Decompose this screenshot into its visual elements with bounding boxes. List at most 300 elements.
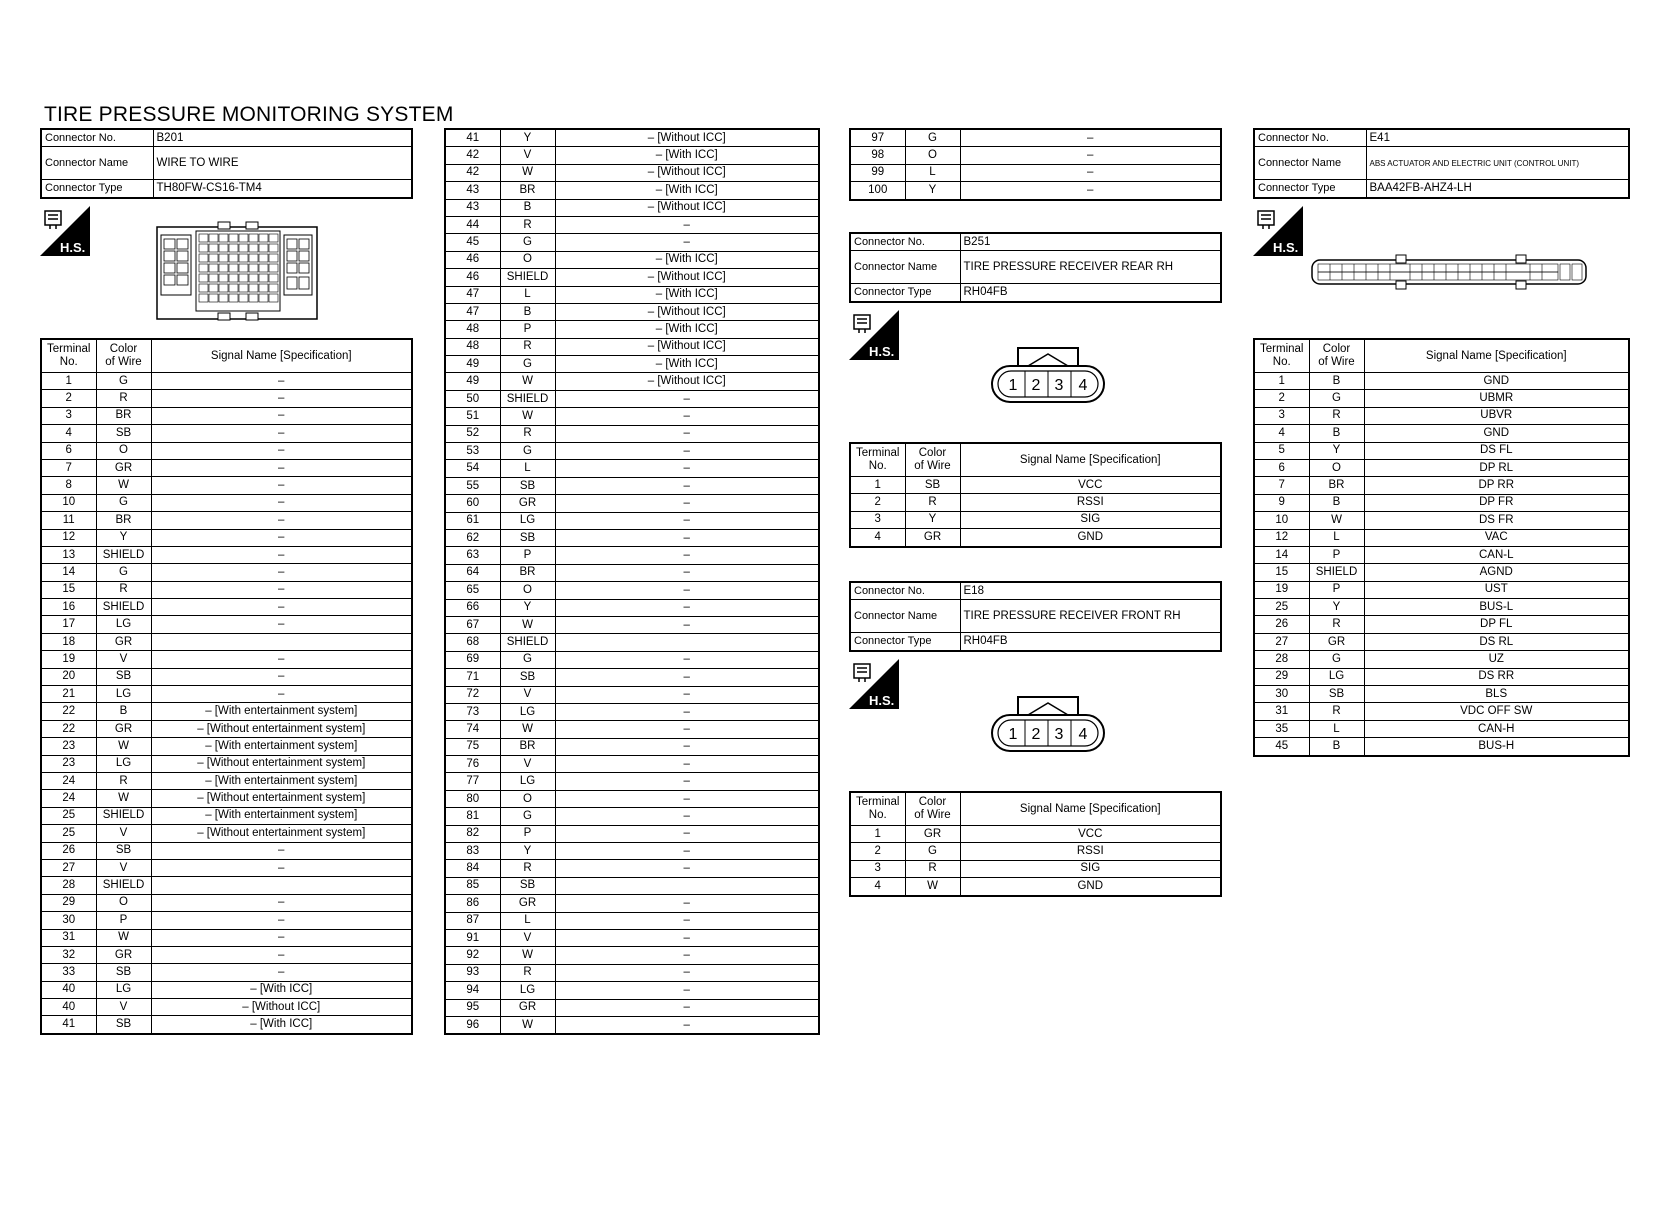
signal-name: –: [960, 182, 1221, 200]
table-row: [41, 738, 412, 755]
table-row: [445, 164, 819, 181]
table-row: [850, 164, 1221, 181]
signal-name: – [With ICC]: [555, 147, 819, 164]
terminal-no: 1: [1254, 373, 1309, 390]
terminal-no: 65: [445, 582, 500, 599]
wire-color: W: [500, 408, 555, 425]
wire-color: R: [905, 860, 960, 877]
terminal-no: 93: [445, 964, 500, 981]
hs-icon: [849, 310, 899, 360]
signal-name: –: [555, 390, 819, 407]
b201-table-cont: [444, 128, 820, 1035]
terminal-no: 14: [1254, 546, 1309, 563]
label-connector-type: Connector Type: [850, 284, 960, 302]
table-row: [1254, 738, 1629, 756]
table-row: [41, 964, 412, 981]
signal-name: – [With ICC]: [555, 321, 819, 338]
table-row: [445, 895, 819, 912]
signal-name: –: [555, 408, 819, 425]
wire-color: G: [96, 494, 151, 511]
signal-name: –: [151, 616, 412, 633]
table-row: [445, 1016, 819, 1034]
terminal-no: 21: [41, 686, 96, 703]
header-terminal: Terminal No.: [1254, 339, 1309, 373]
terminal-no: 81: [445, 808, 500, 825]
terminal-no: 98: [850, 147, 905, 164]
b201-rows: [41, 373, 412, 1034]
table-row: [445, 634, 819, 651]
terminal-no: 28: [41, 877, 96, 894]
b201-rows-cont: [445, 129, 819, 1034]
table-row: [41, 703, 412, 720]
label-connector-no: Connector No.: [1254, 129, 1366, 147]
signal-name: –: [555, 999, 819, 1016]
wire-color: LG: [500, 773, 555, 790]
wire-color: R: [500, 425, 555, 442]
table-row: [445, 234, 819, 251]
svg-text:H.S.: H.S.: [869, 344, 895, 359]
signal-name: –: [555, 564, 819, 581]
table-row: [41, 442, 412, 459]
signal-name: –: [151, 964, 412, 981]
wire-color: W: [500, 721, 555, 738]
terminal-no: 9: [1254, 494, 1309, 511]
signal-name: UBMR: [1364, 390, 1629, 407]
table-row: [1254, 425, 1629, 442]
terminal-no: 69: [445, 651, 500, 668]
table-row: [1254, 390, 1629, 407]
signal-name: –: [960, 129, 1221, 147]
label-connector-no: Connector No.: [850, 582, 960, 600]
table-row: [41, 981, 412, 998]
wire-color: LG: [96, 755, 151, 772]
wire-color: L: [500, 460, 555, 477]
terminal-no: 16: [41, 599, 96, 616]
wire-color: W: [96, 929, 151, 946]
terminal-no: 62: [445, 529, 500, 546]
signal-name: BUS-L: [1364, 599, 1629, 616]
label-connector-name: Connector Name: [850, 251, 960, 284]
terminal-no: 15: [41, 581, 96, 598]
terminal-no: 25: [1254, 599, 1309, 616]
wire-color: GR: [96, 720, 151, 737]
terminal-no: 1: [850, 477, 905, 494]
table-row: [1254, 651, 1629, 668]
signal-name: [151, 633, 412, 650]
signal-name: –: [151, 686, 412, 703]
wire-color: GR: [96, 633, 151, 650]
wire-color: W: [96, 790, 151, 807]
terminal-no: 76: [445, 756, 500, 773]
terminal-no: 94: [445, 982, 500, 999]
wire-color: R: [96, 772, 151, 789]
terminal-no: 74: [445, 721, 500, 738]
table-row: [445, 373, 819, 390]
signal-name: –: [151, 425, 412, 442]
signal-name: – [With ICC]: [555, 251, 819, 268]
pin-label: 2: [1031, 726, 1041, 743]
wire-color: G: [500, 651, 555, 668]
table-row: [445, 512, 819, 529]
terminal-no: 3: [850, 860, 905, 877]
wire-color: W: [500, 947, 555, 964]
wire-color: Y: [1309, 599, 1364, 616]
table-row: [850, 529, 1221, 547]
signal-name: –: [555, 234, 819, 251]
wire-color: W: [500, 1016, 555, 1034]
terminal-no: 20: [41, 668, 96, 685]
signal-name: – [Without ICC]: [555, 338, 819, 355]
terminal-no: 30: [41, 912, 96, 929]
terminal-no: 43: [445, 182, 500, 199]
connector-type-value: RH04FB: [960, 633, 1221, 651]
connector-name-value: TIRE PRESSURE RECEIVER REAR RH: [960, 251, 1221, 284]
terminal-no: 19: [41, 651, 96, 668]
wire-color: W: [1309, 512, 1364, 529]
signal-name: DS FL: [1364, 442, 1629, 459]
terminal-no: 1: [41, 373, 96, 390]
signal-name: –: [555, 808, 819, 825]
terminal-no: 8: [41, 477, 96, 494]
wire-color: SB: [96, 668, 151, 685]
table-row: [445, 686, 819, 703]
signal-name: –: [151, 599, 412, 616]
signal-name: – [With entertainment system]: [151, 738, 412, 755]
terminal-no: 6: [1254, 459, 1309, 476]
signal-name: – [With ICC]: [555, 182, 819, 199]
table-row: [445, 390, 819, 407]
table-row: [41, 651, 412, 668]
b251-table: [849, 442, 1222, 548]
e18-connector-face: [988, 695, 1108, 755]
terminal-no: 49: [445, 373, 500, 390]
table-row: [445, 251, 819, 268]
terminal-no: 47: [445, 286, 500, 303]
signal-name: –: [151, 373, 412, 390]
table-row: [850, 511, 1221, 528]
e18-rows: [850, 826, 1221, 896]
label-connector-name: Connector Name: [41, 147, 153, 180]
wire-color: R: [500, 964, 555, 981]
wire-color: R: [1309, 703, 1364, 720]
signal-name: – [With ICC]: [151, 981, 412, 998]
terminal-no: 12: [1254, 529, 1309, 546]
table-row: [445, 721, 819, 738]
wire-color: R: [1309, 407, 1364, 424]
label-connector-type: Connector Type: [1254, 180, 1366, 198]
wire-color: LG: [96, 686, 151, 703]
terminal-no: 24: [41, 772, 96, 789]
wire-color: SB: [500, 477, 555, 494]
signal-name: –: [555, 912, 819, 929]
table-row: [445, 738, 819, 755]
terminal-no: 71: [445, 669, 500, 686]
connector-type-value: RH04FB: [960, 284, 1221, 302]
terminal-no: 2: [850, 494, 905, 511]
terminal-no: 29: [1254, 668, 1309, 685]
table-row: [445, 999, 819, 1016]
table-row: [850, 826, 1221, 843]
signal-name: –: [555, 669, 819, 686]
terminal-no: 52: [445, 425, 500, 442]
signal-name: –: [555, 982, 819, 999]
table-row: [445, 860, 819, 877]
label-connector-name: Connector Name: [850, 600, 960, 633]
table-row: [445, 477, 819, 494]
wire-color: G: [500, 443, 555, 460]
terminal-no: 33: [41, 964, 96, 981]
pin-label: 2: [1031, 377, 1041, 394]
table-row: [850, 477, 1221, 494]
wire-color: GR: [96, 946, 151, 963]
pin-label: 1: [1008, 726, 1018, 743]
signal-name: –: [151, 407, 412, 424]
wire-color: LG: [96, 616, 151, 633]
wire-color: V: [500, 147, 555, 164]
table-row: [1254, 703, 1629, 720]
signal-name: –: [151, 651, 412, 668]
terminal-no: 26: [41, 842, 96, 859]
wire-color: B: [1309, 738, 1364, 756]
terminal-no: 54: [445, 460, 500, 477]
table-row: [445, 356, 819, 373]
wire-color: SB: [96, 964, 151, 981]
signal-name: –: [151, 581, 412, 598]
label-connector-type: Connector Type: [850, 633, 960, 651]
table-row: [41, 477, 412, 494]
signal-name: –: [151, 564, 412, 581]
signal-name: –: [151, 512, 412, 529]
terminal-no: 41: [41, 1016, 96, 1034]
terminal-no: 68: [445, 634, 500, 651]
terminal-no: 15: [1254, 564, 1309, 581]
terminal-no: 12: [41, 529, 96, 546]
wire-color: R: [96, 581, 151, 598]
table-row: [445, 129, 819, 147]
terminal-no: 100: [850, 182, 905, 200]
b201-table-cont2: [849, 128, 1222, 201]
wire-color: W: [96, 738, 151, 755]
e41-table: [1253, 338, 1630, 757]
table-row: [850, 843, 1221, 860]
terminal-no: 10: [41, 494, 96, 511]
table-row: [41, 807, 412, 824]
table-row: [41, 1016, 412, 1034]
terminal-no: 4: [1254, 425, 1309, 442]
connector-type-value: BAA42FB-AHZ4-LH: [1366, 180, 1629, 198]
wire-color: W: [905, 878, 960, 896]
wire-color: O: [96, 442, 151, 459]
signal-name: – [Without ICC]: [555, 199, 819, 216]
signal-name: [151, 877, 412, 894]
wire-color: O: [96, 894, 151, 911]
table-row: [1254, 616, 1629, 633]
connector-no-value: E18: [960, 582, 1221, 600]
signal-name: –: [555, 895, 819, 912]
wire-color: L: [500, 912, 555, 929]
terminal-no: 23: [41, 738, 96, 755]
signal-name: – [With entertainment system]: [151, 772, 412, 789]
wire-color: R: [500, 860, 555, 877]
table-row: [41, 755, 412, 772]
terminal-no: 63: [445, 547, 500, 564]
signal-name: –: [151, 442, 412, 459]
wire-color: B: [1309, 425, 1364, 442]
terminal-no: 11: [41, 512, 96, 529]
signal-name: BUS-H: [1364, 738, 1629, 756]
table-row: [445, 460, 819, 477]
table-row: [850, 860, 1221, 877]
signal-name: DS RL: [1364, 633, 1629, 650]
table-row: [1254, 494, 1629, 511]
table-row: [41, 946, 412, 963]
signal-name: –: [555, 547, 819, 564]
signal-name: –: [555, 477, 819, 494]
wire-color: P: [500, 547, 555, 564]
wire-color: G: [500, 356, 555, 373]
table-row: [445, 929, 819, 946]
terminal-no: 22: [41, 720, 96, 737]
wire-color: SHIELD: [1309, 564, 1364, 581]
table-row: [41, 825, 412, 842]
table-row: [41, 720, 412, 737]
terminal-no: 51: [445, 408, 500, 425]
terminal-no: 83: [445, 843, 500, 860]
wire-color: G: [905, 843, 960, 860]
page-title: TIRE PRESSURE MONITORING SYSTEM: [44, 103, 454, 126]
wire-color: G: [1309, 651, 1364, 668]
table-row: [41, 390, 412, 407]
table-row: [445, 182, 819, 199]
table-row: [41, 546, 412, 563]
wire-color: BR: [500, 182, 555, 199]
wire-color: V: [500, 929, 555, 946]
table-row: [41, 686, 412, 703]
table-row: [41, 772, 412, 789]
signal-name: –: [555, 1016, 819, 1034]
table-row: [445, 756, 819, 773]
terminal-no: 86: [445, 895, 500, 912]
terminal-no: 1: [850, 826, 905, 843]
table-row: [445, 443, 819, 460]
wire-color: SB: [500, 877, 555, 894]
table-row: [1254, 407, 1629, 424]
signal-name: – [With entertainment system]: [151, 807, 412, 824]
terminal-no: 31: [41, 929, 96, 946]
signal-name: DS RR: [1364, 668, 1629, 685]
wire-color: Y: [905, 182, 960, 200]
signal-name: – [Without ICC]: [151, 999, 412, 1016]
signal-name: – [Without ICC]: [555, 303, 819, 320]
terminal-no: 43: [445, 199, 500, 216]
table-row: [445, 147, 819, 164]
terminal-no: 2: [850, 843, 905, 860]
table-row: [445, 912, 819, 929]
signal-name: – [Without ICC]: [555, 269, 819, 286]
e18-table: [849, 791, 1222, 897]
signal-name: –: [151, 842, 412, 859]
b251-info: [849, 232, 1222, 303]
connector-no-value: B201: [153, 129, 412, 147]
svg-text:H.S.: H.S.: [869, 693, 895, 708]
svg-text:H.S.: H.S.: [1273, 240, 1299, 255]
signal-name: –: [555, 495, 819, 512]
signal-name: RSSI: [960, 494, 1221, 511]
e18-info: [849, 581, 1222, 652]
table-row: [41, 894, 412, 911]
signal-name: UBVR: [1364, 407, 1629, 424]
wire-color: W: [96, 477, 151, 494]
table-row: [445, 547, 819, 564]
wire-color: P: [1309, 546, 1364, 563]
table-row: [445, 877, 819, 894]
wire-color: L: [500, 286, 555, 303]
terminal-no: 47: [445, 303, 500, 320]
hs-icon: [849, 659, 899, 709]
wire-color: SHIELD: [500, 390, 555, 407]
hs-icon: [1253, 206, 1303, 256]
wire-color: V: [500, 756, 555, 773]
signal-name: UST: [1364, 581, 1629, 598]
signal-name: –: [151, 494, 412, 511]
terminal-no: 25: [41, 807, 96, 824]
wire-color: V: [96, 651, 151, 668]
wire-color: G: [96, 373, 151, 390]
header-color: Color of Wire: [905, 792, 960, 826]
pin-label: 4: [1078, 377, 1088, 394]
terminal-no: 28: [1254, 651, 1309, 668]
header-color: Color of Wire: [96, 339, 151, 373]
signal-name: GND: [1364, 373, 1629, 390]
signal-name: – [Without ICC]: [555, 373, 819, 390]
signal-name: – [Without entertainment system]: [151, 825, 412, 842]
wire-color: SHIELD: [96, 599, 151, 616]
signal-name: –: [555, 216, 819, 233]
wire-color: SB: [96, 842, 151, 859]
terminal-no: 42: [445, 147, 500, 164]
terminal-no: 49: [445, 356, 500, 373]
signal-name: – [With ICC]: [151, 1016, 412, 1034]
terminal-no: 72: [445, 686, 500, 703]
wire-color: GR: [500, 895, 555, 912]
terminal-no: 23: [41, 755, 96, 772]
signal-name: –: [151, 477, 412, 494]
wire-color: GR: [905, 826, 960, 843]
wire-color: O: [1309, 459, 1364, 476]
signal-name: –: [555, 843, 819, 860]
table-row: [1254, 373, 1629, 390]
wire-color: V: [500, 686, 555, 703]
wire-color: SHIELD: [96, 877, 151, 894]
terminal-no: 29: [41, 894, 96, 911]
terminal-no: 30: [1254, 686, 1309, 703]
pin-label: 3: [1054, 726, 1064, 743]
table-row: [41, 425, 412, 442]
signal-name: –: [555, 738, 819, 755]
signal-name: –: [555, 425, 819, 442]
table-row: [41, 859, 412, 876]
terminal-no: 6: [41, 442, 96, 459]
table-row: [1254, 686, 1629, 703]
table-row: [445, 269, 819, 286]
signal-name: –: [151, 459, 412, 476]
table-row: [445, 651, 819, 668]
e41-connector-face: [1310, 254, 1590, 290]
signal-name: –: [555, 721, 819, 738]
terminal-no: 64: [445, 564, 500, 581]
signal-name: –: [555, 947, 819, 964]
table-row: [41, 790, 412, 807]
